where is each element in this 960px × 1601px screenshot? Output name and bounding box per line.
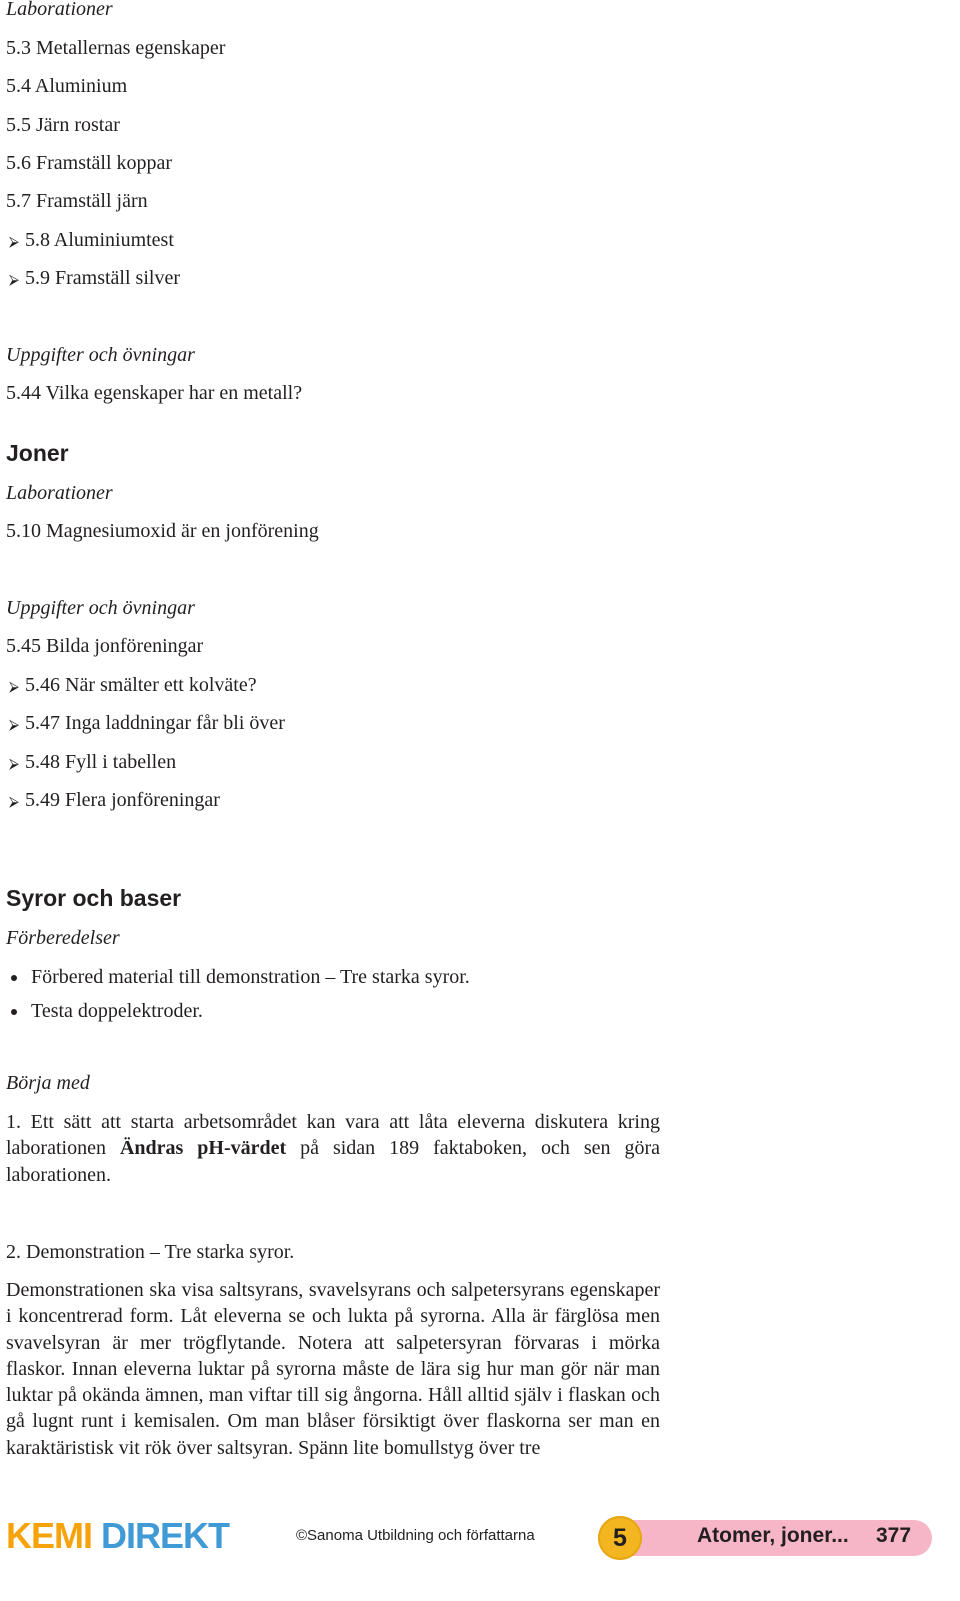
bullet-icon (11, 975, 17, 981)
bullet-item: Förbered material till demonstration – Tre starka syror. (31, 966, 470, 988)
task-item-marked: ⮚ 5.49 Flera jonföreningar (9, 788, 220, 815)
task-item-marked: ⮚ 5.47 Inga laddningar får bli över (9, 711, 285, 738)
section-subheading: Börja med (6, 1072, 90, 1094)
lab-item: 5.10 Magnesiumoxid är en jonförening (6, 520, 319, 542)
task-item: 5.45 Bilda jonföreningar (6, 635, 204, 657)
section-subheading: Uppgifter och övningar (6, 344, 195, 366)
lab-item: 5.3 Metallernas egenskaper (6, 37, 226, 59)
section-heading: Syror och baser (6, 885, 182, 911)
task-item-marked: ⮚ 5.46 När smälter ett kolväte? (9, 673, 257, 700)
lab-item-marked: ⮚ 5.9 Framställ silver (9, 266, 180, 293)
copyright-text: ©Sanoma Utbildning och författarna (296, 1527, 535, 1544)
arrow-marker-icon: ⮚ (9, 680, 19, 695)
arrow-marker-icon: ⮚ (9, 718, 19, 733)
bullet-icon (11, 1009, 17, 1015)
paragraph: 1. Ett sätt att starta arbetsområdet kan vara att låta eleverna diskutera kring laborationen Ändras pH-värdet på sidan 189 faktaboken, och sen göra laborationen. (6, 1111, 660, 1186)
lab-item: 5.6 Framställ koppar (6, 152, 173, 174)
page-number: 377 (876, 1524, 912, 1547)
section-subheading: Laborationer (6, 482, 113, 504)
paragraph: Demonstrationen ska visa saltsyrans, svavelsyrans och salpetersyrans egenskaper i koncentrerad form. Låt eleverna se och lukta på syrorna. Alla är färglösa men svavelsyran är mer trögflytande. Notera att salpetersyran förvaras i mörka flaskor. Innan eleverna luktar på syrorna måste de lära sig hur man gör när man luktar på okända ämnen, man viftar till sig ångorna. Håll alltid själv i flaskan och gå lugnt runt i kemisalen. Om man blåser försiktigt över flaskorna ser man en karaktäristisk vit rök över saltsyran. Spänn lite bomullstyg över tre (6, 1279, 660, 1459)
chapter-number-badge: 5 (598, 1516, 642, 1560)
lab-item-marked: ⮚ 5.8 Aluminiumtest (9, 228, 174, 255)
chapter-title: Atomer, joner... (697, 1524, 849, 1547)
lab-item: 5.4 Aluminium (6, 75, 128, 97)
bullet-item: Testa doppelektroder. (31, 1000, 203, 1022)
task-item-marked: ⮚ 5.48 Fyll i tabellen (9, 750, 176, 777)
task-item: 5.44 Vilka egenskaper har en metall? (6, 382, 303, 404)
kemi-direkt-logo: KEMI DIREKT (6, 1515, 230, 1556)
lab-item: 5.5 Järn rostar (6, 114, 120, 136)
paragraph-heading: 2. Demonstration – Tre starka syror. (6, 1241, 295, 1263)
bold-lab-name: Ändras pH-värdet (119, 1137, 287, 1160)
arrow-marker-icon: ⮚ (9, 795, 19, 810)
section-heading: Joner (6, 440, 69, 466)
section-subheading: Förberedelser (6, 927, 120, 949)
lab-item: 5.7 Framställ järn (6, 190, 148, 212)
arrow-marker-icon: ⮚ (9, 757, 19, 772)
section-subheading: Uppgifter och övningar (6, 597, 195, 619)
arrow-marker-icon: ⮚ (9, 235, 19, 250)
section-subheading: Laborationer (6, 0, 113, 20)
arrow-marker-icon: ⮚ (9, 273, 19, 288)
